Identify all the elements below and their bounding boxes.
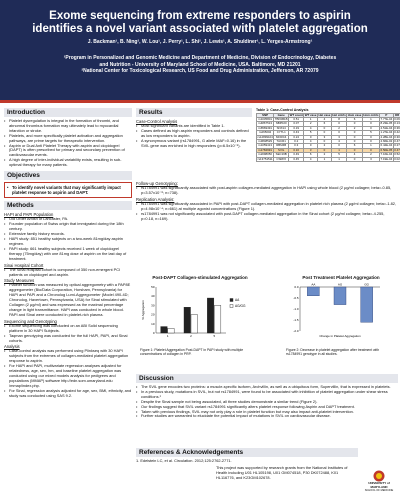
table-cell: 0.45 bbox=[289, 157, 304, 161]
discussion-block bbox=[136, 374, 398, 419]
table-column-header: WT case bbox=[304, 112, 317, 117]
table-body bbox=[257, 117, 400, 161]
table-cell: 4 bbox=[331, 139, 346, 143]
case-control-table bbox=[256, 113, 400, 162]
table-cell: CSRP2 bbox=[274, 157, 289, 161]
y-tick-label: 0 bbox=[152, 330, 155, 335]
methods-item: • For Sinai, regression analysis adjusted for age, sex, BMI, ethnicity, and study was conducted using SAS 9.2. bbox=[4, 389, 132, 399]
right-column bbox=[136, 108, 398, 496]
intro-item: • Aspirin or Dual Anti Platelet Therapy with aspirin and clopidogrel (DAPT) is often prescribed for primary and secondary prevention of cardiovascular events. bbox=[4, 144, 132, 159]
x-tick-label: AG bbox=[337, 282, 343, 286]
table-cell: 0 bbox=[347, 131, 363, 135]
results-item: • rs1784991 was significantly associated in PAPI with post-DAPT collagen-mediated aggregation in platelet rich plasma (2 μg/ml collagen; beta=-1.82, p=4.98x10⁻⁴; n=661) at multiple agonist concentrations (Figure 1). bbox=[136, 202, 398, 212]
table-cell: 0 bbox=[362, 139, 379, 143]
methods-item: • For HAPI and PAPI, multivariate regression analyses adjusted for relatedness, age, sex, hm, and baseline platelet aggregation was conducted using our mixed models analysis for pedigrees and populations (MMAP) software http://edn.som.umaryland.edu /mmap/index.php. bbox=[4, 364, 132, 389]
discussion-heading: Discussion bbox=[136, 374, 398, 383]
poster-title bbox=[0, 10, 400, 36]
y-tick-label: -0.5 bbox=[293, 295, 299, 300]
table-cell: 0.3 bbox=[289, 144, 304, 148]
table-cell: 3 bbox=[304, 148, 318, 152]
table-cell: 0 bbox=[347, 157, 363, 161]
discussion-item: • Despite the Sinai sample not being associated, all three studies demonstrate a similar trend (Figure 2). bbox=[136, 400, 398, 405]
table-cell: 0.49 bbox=[289, 153, 304, 157]
discussion-item: • The SVIL gene encodes two proteins: a muscle-specific isoform, Archvillin, as well as a ubiquitous form, Supervillin, that is expressed in platelets. bbox=[136, 385, 398, 390]
table-cell: TBPAB1B bbox=[274, 116, 288, 121]
table-cell: 0 bbox=[362, 148, 379, 152]
table-cell: 0.06 bbox=[394, 116, 400, 121]
table-cell: 4 bbox=[318, 117, 332, 121]
table-cell: 7.77E-04 bbox=[380, 116, 393, 121]
table-cell: 0.27 bbox=[394, 143, 400, 148]
table-cell: 0 bbox=[362, 122, 379, 126]
table-cell: 2 bbox=[362, 153, 379, 157]
figures-area bbox=[136, 275, 398, 365]
figure-2-title: Post Treatment Platelet Aggregation bbox=[302, 275, 380, 280]
methods-subheading: HAPI and PAPI Population bbox=[4, 212, 54, 218]
y-tick-label: -1.5 bbox=[293, 317, 299, 322]
intro-item: • A high degree of inter-individual variability exists, resulting in sub-optimal therapy for many patients. bbox=[4, 158, 132, 168]
methods-item: • PAPI study: 661 healthy subjects received 1 week of clopidogrel therapy (75mg/day) with one 81mg dose of aspirin on the last day of treatment. bbox=[4, 247, 132, 262]
figure-2 bbox=[286, 275, 396, 356]
discussion-item: • Our findings suggest that SVIL variant rs1784991 significantly alters platelet response following Aspirin and DAPT treatment. bbox=[136, 405, 398, 410]
table-cell: 1 bbox=[304, 117, 318, 121]
affiliation-1b: and Nutrition - University of Maryland School of Medicine, USA. Baltimore, MD 21201 bbox=[99, 61, 301, 68]
figure-1-chart bbox=[140, 281, 260, 343]
logo-text-1: UNIVERSITY of MARYLAND bbox=[368, 481, 390, 489]
table-caption: Table 1: Case-Control Analysis bbox=[256, 108, 309, 112]
table-cell: 2 bbox=[331, 126, 346, 130]
table-cell: 0 bbox=[362, 126, 379, 130]
methods-item: • Case-control analysis was performed using Plinkseq with 30 HAPI subjects from the extremes of collagen-mediated platelet aggregation response to aspirin. bbox=[4, 349, 132, 364]
affiliations bbox=[0, 55, 400, 75]
table-cell: rs13751511 bbox=[257, 156, 273, 161]
table-cell: 6 bbox=[347, 117, 363, 121]
y-tick-label: 40 bbox=[151, 293, 155, 298]
methods-item: • Platelet function was measured by optical aggregometry with a PAP8E aggregometer (Bio/Data Corporation, Horsham, Pennsylvania) for HAPI and PAPI and a Chronolog Lumi-Aggregometer (Model 490-4D; Chronolog, Havertown, Pennsylvania, USA) for Sinai stimulated with Collagen (2 μg/ml) and was expressed as the maximal percentage change in light transmittance. HAPI was conducted in whole blood. PAPI and Sinai were conducted in platelet-rich plasma. bbox=[4, 283, 132, 317]
table-cell: 5 bbox=[331, 153, 346, 157]
table-cell: 1 bbox=[331, 148, 346, 152]
table-cell: SEC16B bbox=[275, 152, 287, 157]
table-cell: 6 bbox=[304, 153, 318, 157]
results-item: • Cases defined as high aspirin responders and controls defined as low responders to aspirin. bbox=[136, 129, 252, 139]
results-heading: Results bbox=[136, 108, 252, 117]
results-item: • A synonymous variant (rs1784991, G allele MAF=0.16) in the SVIL gene was enriched in high responders (p=6.5x10⁻⁵). bbox=[136, 139, 252, 149]
discussion-item: • In a previous study, mutations in SVIL, but not rs1784991, were found to be associated with inhibition of platelet aggregation under shear stress conditions.¹ bbox=[136, 390, 398, 400]
bar-AG/GG bbox=[214, 305, 221, 333]
table-cell: 2 bbox=[347, 126, 363, 130]
table-column-header: P bbox=[380, 113, 394, 117]
table-cell: 0.51 bbox=[289, 117, 304, 121]
legend-swatch bbox=[230, 298, 233, 301]
table-cell: 3 bbox=[318, 135, 332, 139]
table-cell: 4 bbox=[304, 139, 318, 143]
table-column-header: WT count bbox=[289, 112, 303, 117]
x-tick-label: 1 bbox=[166, 333, 169, 338]
x-tick-label: AA bbox=[311, 282, 316, 286]
table-cell: 0 bbox=[304, 144, 318, 148]
y-tick-label: 10 bbox=[151, 321, 155, 326]
table-cell: 0.30 bbox=[394, 134, 400, 139]
table-cell: rs12899104 bbox=[257, 134, 273, 139]
methods-subheading: Sequencing and Genotyping bbox=[4, 318, 57, 324]
table-cell: NBPF20 bbox=[275, 121, 287, 126]
table-cell: rs1059413 bbox=[258, 143, 272, 148]
results-subheading: Follow-up Genotyping: bbox=[136, 181, 178, 186]
figure-1-title: Post-DAPT Collagen-stimulated Aggregation bbox=[152, 275, 248, 280]
table-cell: 6 bbox=[347, 144, 363, 148]
bar-AA bbox=[184, 307, 191, 333]
bar-AA bbox=[207, 298, 214, 333]
table-cell: 1.27E-04 bbox=[380, 130, 393, 135]
y-tick-label: 30 bbox=[151, 302, 155, 307]
introduction-list bbox=[4, 119, 132, 168]
bar-AG/GG bbox=[191, 314, 198, 332]
figure-1-caption: Figure 1: Platelet Aggregation Post-DAPT in PAPI study with multiple concentrations of collagen in PRP. bbox=[140, 347, 244, 356]
references-block bbox=[136, 448, 358, 481]
table-cell: rs265004 bbox=[257, 131, 274, 135]
figure-1 bbox=[140, 275, 260, 356]
table-cell: 0.47 bbox=[394, 138, 400, 143]
table-cell: 0 bbox=[331, 144, 346, 148]
x-tick-label: GG bbox=[364, 282, 370, 286]
table-row bbox=[257, 157, 400, 161]
results-item: • Most significant variants are identified in Table 1. bbox=[136, 124, 252, 129]
table-1 bbox=[256, 108, 398, 162]
table-cell: rs6569491 bbox=[258, 125, 272, 130]
bar-AG bbox=[334, 287, 346, 305]
legend-label: AA bbox=[235, 297, 240, 302]
figure-2-caption: Figure 2: Decrease in platelet aggregation after treatment with rs1784991 genotype in all studies. bbox=[286, 347, 380, 356]
table-cell: 0.36 bbox=[394, 125, 400, 130]
table-cell: 0.43 bbox=[289, 131, 304, 135]
reference-item: 1. Edelstein LC, et al. Circulation. 2012;125:2762-2771. bbox=[136, 458, 232, 463]
bar-GG bbox=[361, 287, 373, 322]
table-cell: 0.24 bbox=[289, 135, 304, 139]
methods-item: • Founder population of Swiss origin that immigrated during the 18th century. bbox=[4, 222, 132, 232]
legend-label: AG/GG bbox=[235, 303, 246, 308]
affiliation-2: ²National Center for Toxicological Research, US Food and Drug Administration, Jefferson, AR 72079 bbox=[81, 68, 319, 74]
methods-item: • The Sinai Hospital cohort is composed of 350 non-emergent PCI patients on clopidogrel and aspirin. bbox=[4, 268, 132, 278]
table-cell: 0.02 bbox=[394, 156, 400, 161]
intro-item: • Platelet dysregulation is integral in the formation of thrombi, and abnormal thrombus formation may ultimately lead to myocardial infarction or stroke. bbox=[4, 119, 132, 134]
methods-heading: Methods bbox=[4, 201, 132, 210]
table-cell: 4 bbox=[304, 157, 318, 161]
table-cell: 4 bbox=[347, 153, 363, 157]
figure-2-chart bbox=[286, 281, 396, 343]
table-cell: 0 bbox=[347, 139, 363, 143]
bar-AA bbox=[307, 287, 319, 296]
table-cell: 0.42 bbox=[394, 130, 400, 135]
table-cell: 1 bbox=[318, 157, 332, 161]
table-cell: 0 bbox=[318, 148, 332, 152]
table-cell: 0 bbox=[304, 135, 318, 139]
table-cell: rs3848529 bbox=[258, 138, 272, 143]
table-cell: 3 bbox=[362, 157, 379, 161]
bar-AA bbox=[161, 326, 168, 332]
y-tick-label: 0.0 bbox=[294, 284, 299, 289]
left-column bbox=[4, 108, 132, 398]
references-heading: References & Acknowledgements bbox=[136, 448, 358, 457]
acknowledgement: This project was supported by research grants from the National Institutes of Health including U01 HL105198, U01 GM074518, P30 DK072488, K01 HL116776, and K23GM102678. bbox=[216, 464, 348, 480]
table-column-header: Het cntrls bbox=[332, 112, 346, 117]
affiliation-1a: ¹Program in Personalized and Genomic Medicine and Department of Medicine, Division of Endocrinology, Diabetes bbox=[63, 55, 337, 61]
table-cell: 0 bbox=[318, 139, 332, 143]
table-cell: 5 bbox=[362, 131, 379, 135]
table-cell: 0.19 bbox=[289, 126, 304, 130]
table-cell: CYTL1 bbox=[274, 131, 289, 135]
title-banner bbox=[0, 0, 400, 102]
table-cell: 0.13 bbox=[394, 121, 400, 126]
table-cell: 0 bbox=[347, 122, 363, 126]
table-cell: 0.2 bbox=[289, 139, 304, 143]
table-cell: 1 bbox=[362, 144, 379, 148]
table-cell: 8.23E-05 bbox=[380, 121, 393, 126]
methods-item: • Exome sequencing was conducted on an ABI Solid sequencing platform in 30 HAPI Subjects. bbox=[4, 324, 132, 334]
methods-item: • HAPI study: 851 healthy subjects on a two-week 81mg/day aspirin regimen. bbox=[4, 237, 132, 247]
table-cell: 6 bbox=[318, 122, 332, 126]
results-followup bbox=[136, 180, 398, 221]
table-cell: SVIL bbox=[274, 148, 289, 152]
x-tick-label: 5 bbox=[213, 333, 216, 338]
objectives-heading: Objectives bbox=[4, 171, 132, 180]
table-column-header: Het case bbox=[318, 112, 331, 117]
table-cell: MORC4 bbox=[274, 135, 289, 139]
results-subheading: Case-Control Analysis bbox=[136, 119, 178, 124]
table-cell: 0.07 bbox=[289, 122, 304, 126]
table-cell: rs4867513 bbox=[258, 121, 272, 126]
table-cell: RBM4B bbox=[274, 144, 289, 148]
discussion-item: • Taken with previous findings, SVIL may not only play a role in platelet function but may also impact anti-platelet intervention. bbox=[136, 410, 398, 415]
accent-stripe bbox=[0, 100, 400, 103]
title-line-1: Exome sequencing from extreme responders to aspirin bbox=[49, 10, 351, 22]
table-cell: 0 bbox=[318, 126, 332, 130]
table-cell: 6.44E-04 bbox=[380, 143, 393, 148]
results-item: • rs1784991 was significantly associated with post-aspirin collagen-mediated aggregation in HAPI using whole blood (2 μg/ml collagen; beta=-0.85, p=3.57x10⁻⁸; n=738). bbox=[136, 186, 398, 196]
table-cell: 4.51E-04 bbox=[380, 125, 393, 130]
introduction-heading: Introduction bbox=[4, 108, 132, 117]
table-cell: 0 bbox=[331, 122, 346, 126]
table-cell: 0 bbox=[318, 131, 332, 135]
table-cell: 0 bbox=[347, 135, 363, 139]
table-column-header: SNP bbox=[257, 113, 274, 117]
table-cell: 2 bbox=[318, 144, 332, 148]
table-column-header: OR bbox=[394, 112, 400, 117]
table-cell: 4.66E-02 bbox=[380, 138, 393, 143]
y-tick-label: -2.0 bbox=[293, 328, 299, 333]
table-cell: 1 bbox=[331, 157, 346, 161]
bar-AG/GG bbox=[168, 328, 174, 333]
methods-item: • Old Order Amish of Lancaster, PA. bbox=[4, 217, 132, 222]
y-tick-label: -1.0 bbox=[293, 306, 299, 311]
table-column-header: Hom case bbox=[347, 112, 362, 117]
results-item: • rs1784991 was not significantly associated with post-DAPT collagen-mediated aggregation in the Sinai cohort (2 μg/ml collagen; beta=-4.255, p=0.18, n=169). bbox=[136, 212, 398, 222]
university-logo bbox=[362, 470, 396, 492]
table-cell: SNX14 bbox=[274, 126, 289, 130]
results-subheading: Replication Analysis: bbox=[136, 196, 175, 202]
table-cell: 4.28E-04 bbox=[380, 134, 393, 139]
methods-item: • Extensive family history records. bbox=[4, 232, 132, 237]
table-cell: 7.16E-04 bbox=[380, 152, 393, 157]
table-cell: 1 bbox=[362, 117, 379, 121]
y-tick-label: 50 bbox=[151, 284, 155, 289]
table-cell: 0.16 bbox=[289, 148, 304, 152]
results-block bbox=[136, 108, 252, 149]
intro-item: • Platelets, and more specifically platelet activation and aggregation pathways, are prime targets for therapeutic intervention. bbox=[4, 134, 132, 144]
objectives-box bbox=[4, 182, 132, 198]
table-cell: 8 bbox=[331, 117, 346, 121]
table-cell: 2 bbox=[318, 153, 332, 157]
table-column-header: Gene bbox=[274, 113, 289, 117]
table-cell: 3 bbox=[331, 135, 346, 139]
discussion-item: • Further studies are warranted to elucidate the potential impact of mutations in SVIL on cardiovascular disease. bbox=[136, 414, 398, 419]
legend-swatch bbox=[230, 304, 233, 307]
table-cell: 0 bbox=[331, 131, 346, 135]
logo-text-2: SCHOOL OF MEDICINE bbox=[364, 489, 394, 493]
table-cell: 6.50E-05 bbox=[380, 147, 393, 152]
methods-subheading: Analysis bbox=[4, 344, 20, 350]
table-cell: 0 bbox=[347, 148, 363, 152]
table-cell: rs1784991 bbox=[258, 147, 272, 152]
title-line-2: identifies a novel variant associated with platelet aggregation bbox=[32, 23, 368, 35]
table-cell: 0 bbox=[362, 135, 379, 139]
x-tick-label: 2 bbox=[190, 333, 192, 338]
table-cell: 5 bbox=[304, 131, 318, 135]
objective-item: • To identify novel variants that may significantly impact platelet response to aspirin and DAPT. bbox=[7, 185, 129, 195]
table-cell: 4 bbox=[304, 126, 318, 130]
table-cell: 0.47 bbox=[394, 147, 400, 152]
methods-item: • Taqman genotyping was conducted for the full HAPI, PAPI, and Sinai cohorts. bbox=[4, 334, 132, 344]
author-list: J. Backman¹, B. Ning², W. Lou¹, J. Perry¹, L. Shi², J. Lewis¹, A. Shuldiner¹, L. Yerges-Armstrong¹ bbox=[87, 39, 313, 45]
y-axis-label: % Aggregation bbox=[141, 299, 145, 320]
table-cell: TACR1 bbox=[274, 139, 289, 143]
y-tick-label: 20 bbox=[151, 312, 155, 317]
table-cell: 0.52 bbox=[394, 152, 400, 157]
x-axis-label: Change in Platelet Aggregation bbox=[319, 333, 361, 338]
table-cell: 7.19E-04 bbox=[380, 156, 393, 161]
table-column-header: Hom cntrls bbox=[363, 112, 379, 117]
methods-subheading: Sinai Hospital Cohort bbox=[4, 262, 44, 268]
table-cell: 2 bbox=[304, 122, 318, 126]
methods-subheading: Study Measures bbox=[4, 278, 35, 284]
table-cell: rs1035801 bbox=[258, 116, 272, 121]
table-cell: rs2098050 bbox=[258, 152, 272, 157]
